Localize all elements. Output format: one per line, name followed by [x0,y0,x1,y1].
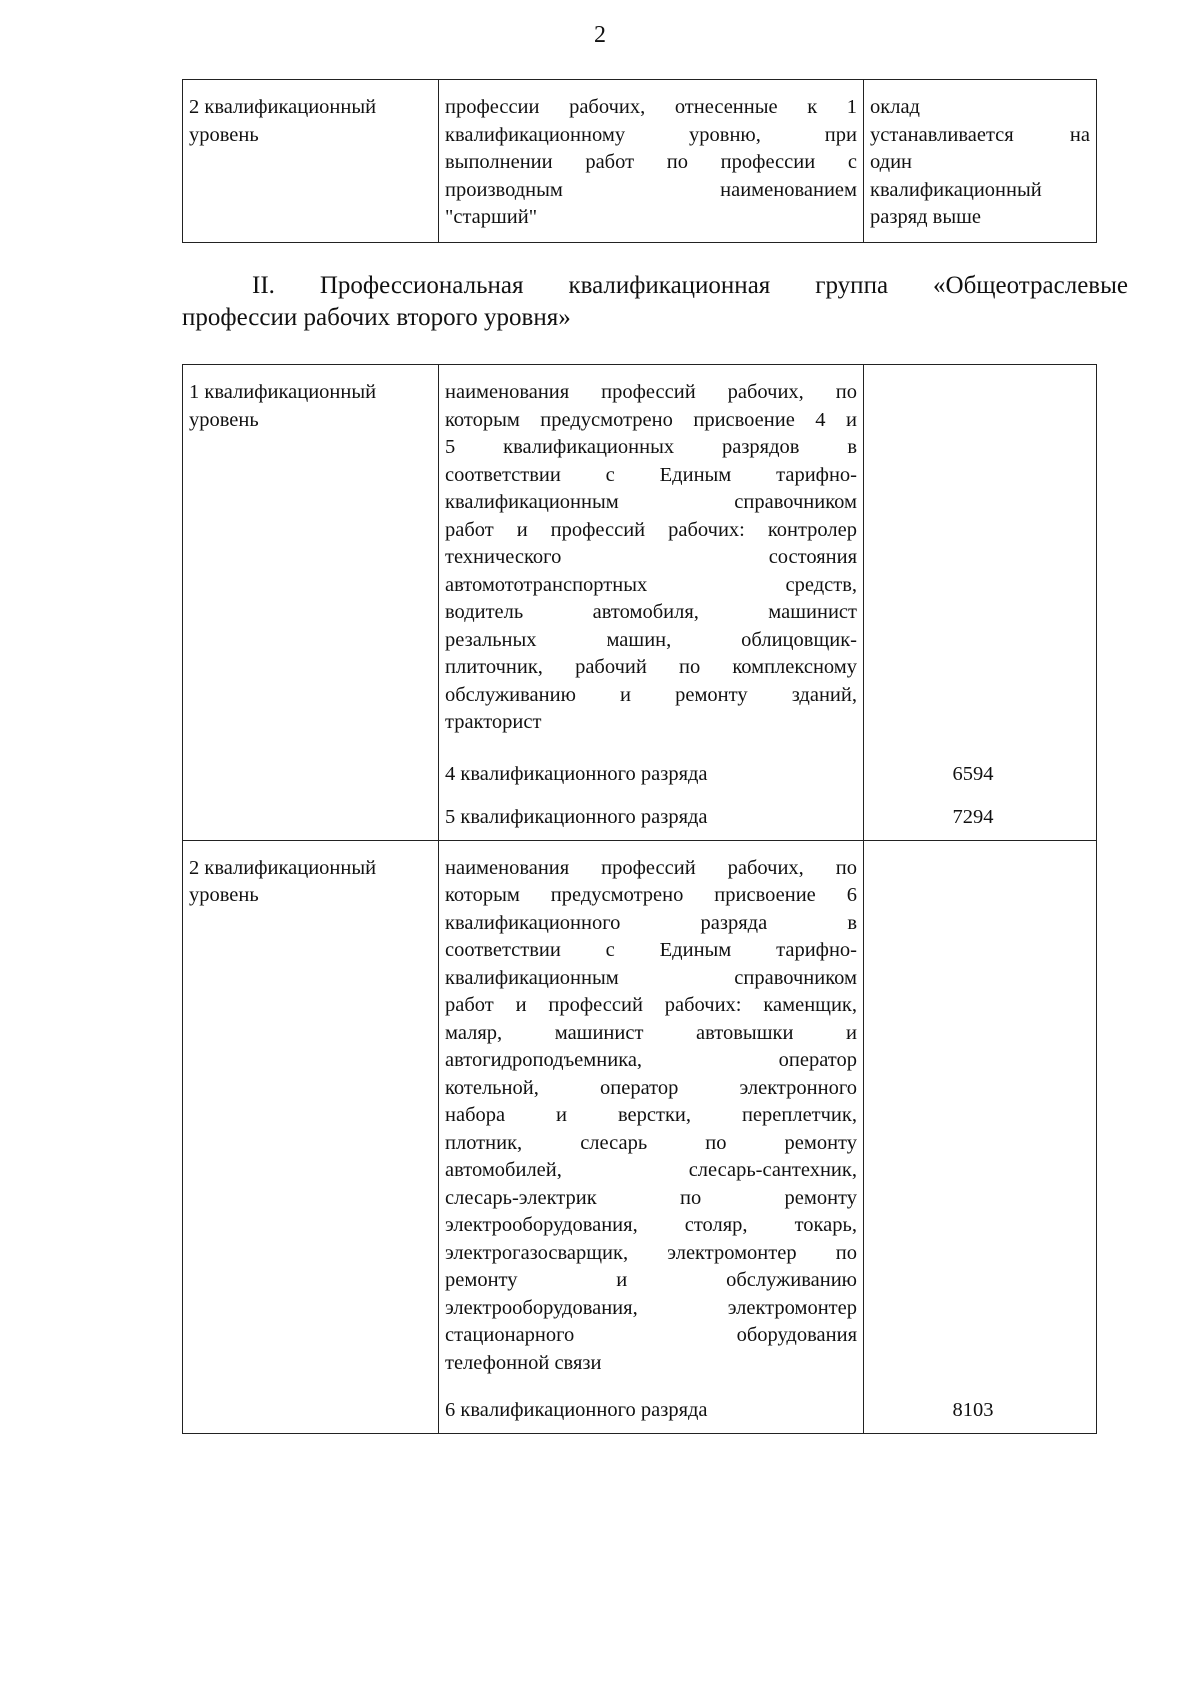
grade-label: 5 квалификационного разряда [439,796,864,840]
profession-cell [439,80,864,243]
description-line: работ и профессий рабочих: контролер [445,518,857,541]
description-line: слесарь-электрик по ремонту [445,1186,857,1209]
description-line: стационарного оборудования [445,1324,857,1346]
salary-line: квалификационный [870,178,1042,201]
level-text: уровень [189,123,259,146]
section-heading [182,270,1128,334]
description-line: 5 квалификационных разрядов в [445,436,857,458]
description-line: наименования профессий рабочих, по [445,856,857,879]
description-line: автомобилей, слесарь-сантехник, [445,1159,857,1181]
level-text: уровень [189,408,259,431]
description-line: тракторист [445,711,542,733]
salary-line: оклад [870,96,920,118]
description-line: которым предусмотрено присвоение 6 [445,884,857,906]
description-cell [439,365,864,747]
description-line: ремонту и обслуживанию [445,1269,857,1291]
grade-label: 4 квалификационного разряда [439,747,864,797]
description-line: наименования профессий рабочих, по [445,381,857,403]
profession-line: производным наименованием [445,178,857,201]
description-line: набора и верстки, переплетчик, [445,1104,857,1126]
grade-value: 7294 [864,796,1097,840]
description-line: маляр, машинист автовышки и [445,1021,857,1044]
table-row [183,80,1097,243]
level-text: уровень [189,884,259,906]
page-number: 2 [594,22,606,48]
description-line: обслуживанию и ремонту зданий, [445,683,857,706]
grade-label: 6 квалификационного разряда [439,1387,864,1433]
description-line: соответствии с Единым тарифно- [445,939,857,961]
salary-line: устанавливается на [870,123,1090,146]
description-line: которым предусмотрено присвоение 4 и [445,408,857,431]
grade-value: 8103 [864,1387,1097,1433]
value-cell [864,365,1097,747]
description-line: технического состояния [445,546,857,568]
description-line: квалификационным справочником [445,966,857,989]
profession-line: квалификационному уровню, при [445,123,857,146]
section-heading-line: II. Профессиональная квалификационная группа «Общеотраслевые [252,272,1128,299]
description-line: квалификационного разряда в [445,911,857,934]
description-line: резальных машин, облицовщик- [445,628,857,651]
level-cell [183,80,439,243]
description-line: квалификационным справочником [445,491,857,513]
section-heading-line: профессии рабочих второго уровня» [182,304,571,331]
description-line: автогидроподъемника, оператор [445,1049,857,1071]
qualification-table [182,364,1097,1434]
profession-line: "старший" [445,206,538,228]
description-line: электрооборудования, столяр, токарь, [445,1214,857,1236]
description-line: телефонной связи [445,1351,602,1374]
description-line: плотник, слесарь по ремонту [445,1131,857,1154]
table-row [183,365,1097,747]
description-line: соответствии с Единым тарифно- [445,463,857,486]
qualification-table-continuation [182,79,1097,243]
level-text: 1 квалификационный [189,381,377,403]
description-cell [439,840,864,1387]
value-cell [864,840,1097,1387]
description-line: плиточник, рабочий по комплексному [445,656,857,678]
grade-value: 6594 [864,747,1097,797]
salary-cell [864,80,1097,243]
description-line: работ и профессий рабочих: каменщик, [445,994,857,1016]
description-line: котельной, оператор электронного [445,1076,857,1099]
profession-line: профессии рабочих, отнесенные к 1 [445,96,857,118]
level-text: 2 квалификационный [189,856,377,879]
salary-line: разряд выше [870,206,982,228]
level-cell [183,365,439,841]
description-line: электрогазосварщик, электромонтер по [445,1241,857,1264]
description-line: электрооборудования, электромонтер [445,1296,857,1319]
table-row [183,840,1097,1387]
description-line: водитель автомобиля, машинист [445,601,857,623]
level-cell [183,840,439,1433]
salary-line: один [870,151,913,173]
description-line: автомототранспортных средств, [445,573,857,596]
level-text: 2 квалификационный [189,96,377,118]
profession-line: выполнении работ по профессии с [445,151,857,173]
